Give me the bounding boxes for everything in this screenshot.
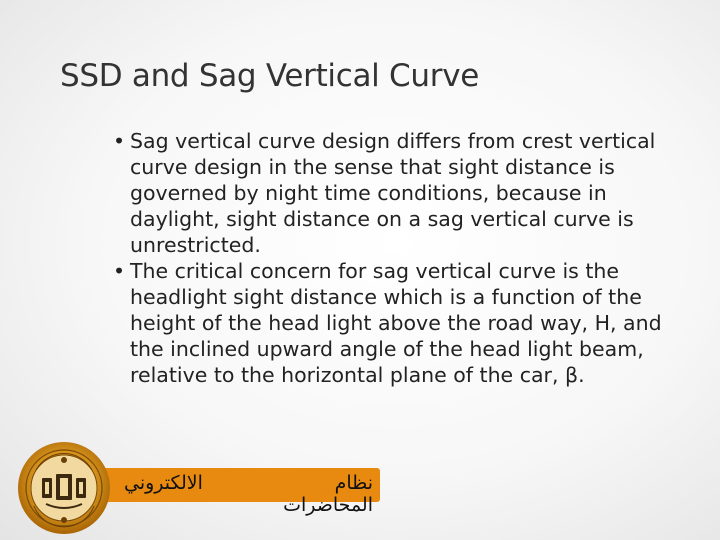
footer-text-lecture-system: نظام المحاضرات (283, 472, 373, 516)
bullet-item (113, 128, 693, 258)
footer-banner (8, 440, 373, 516)
bullet-text: The critical concern for sag vertical curve is the headlight sight distance which is a function of the height of the head light above the road way, H, and the inclined upward angle of the head light beam, relative to the horizontal plane of the car, β. (130, 259, 662, 387)
bullet-marker: • (113, 129, 126, 153)
slide-title: SSD and Sag Vertical Curve (60, 58, 480, 94)
bullet-text: Sag vertical curve design differs from crest vertical curve design in the sense that sight distance is governed by night time conditions, because in daylight, sight distance on a sag vertical curve is unrestricted. (130, 129, 656, 257)
footer-text-electronic: الالكتروني (124, 472, 203, 494)
bullet-item (113, 258, 693, 388)
bullet-marker: • (113, 259, 126, 283)
bullet-list (113, 128, 693, 388)
university-seal-icon (16, 440, 112, 536)
